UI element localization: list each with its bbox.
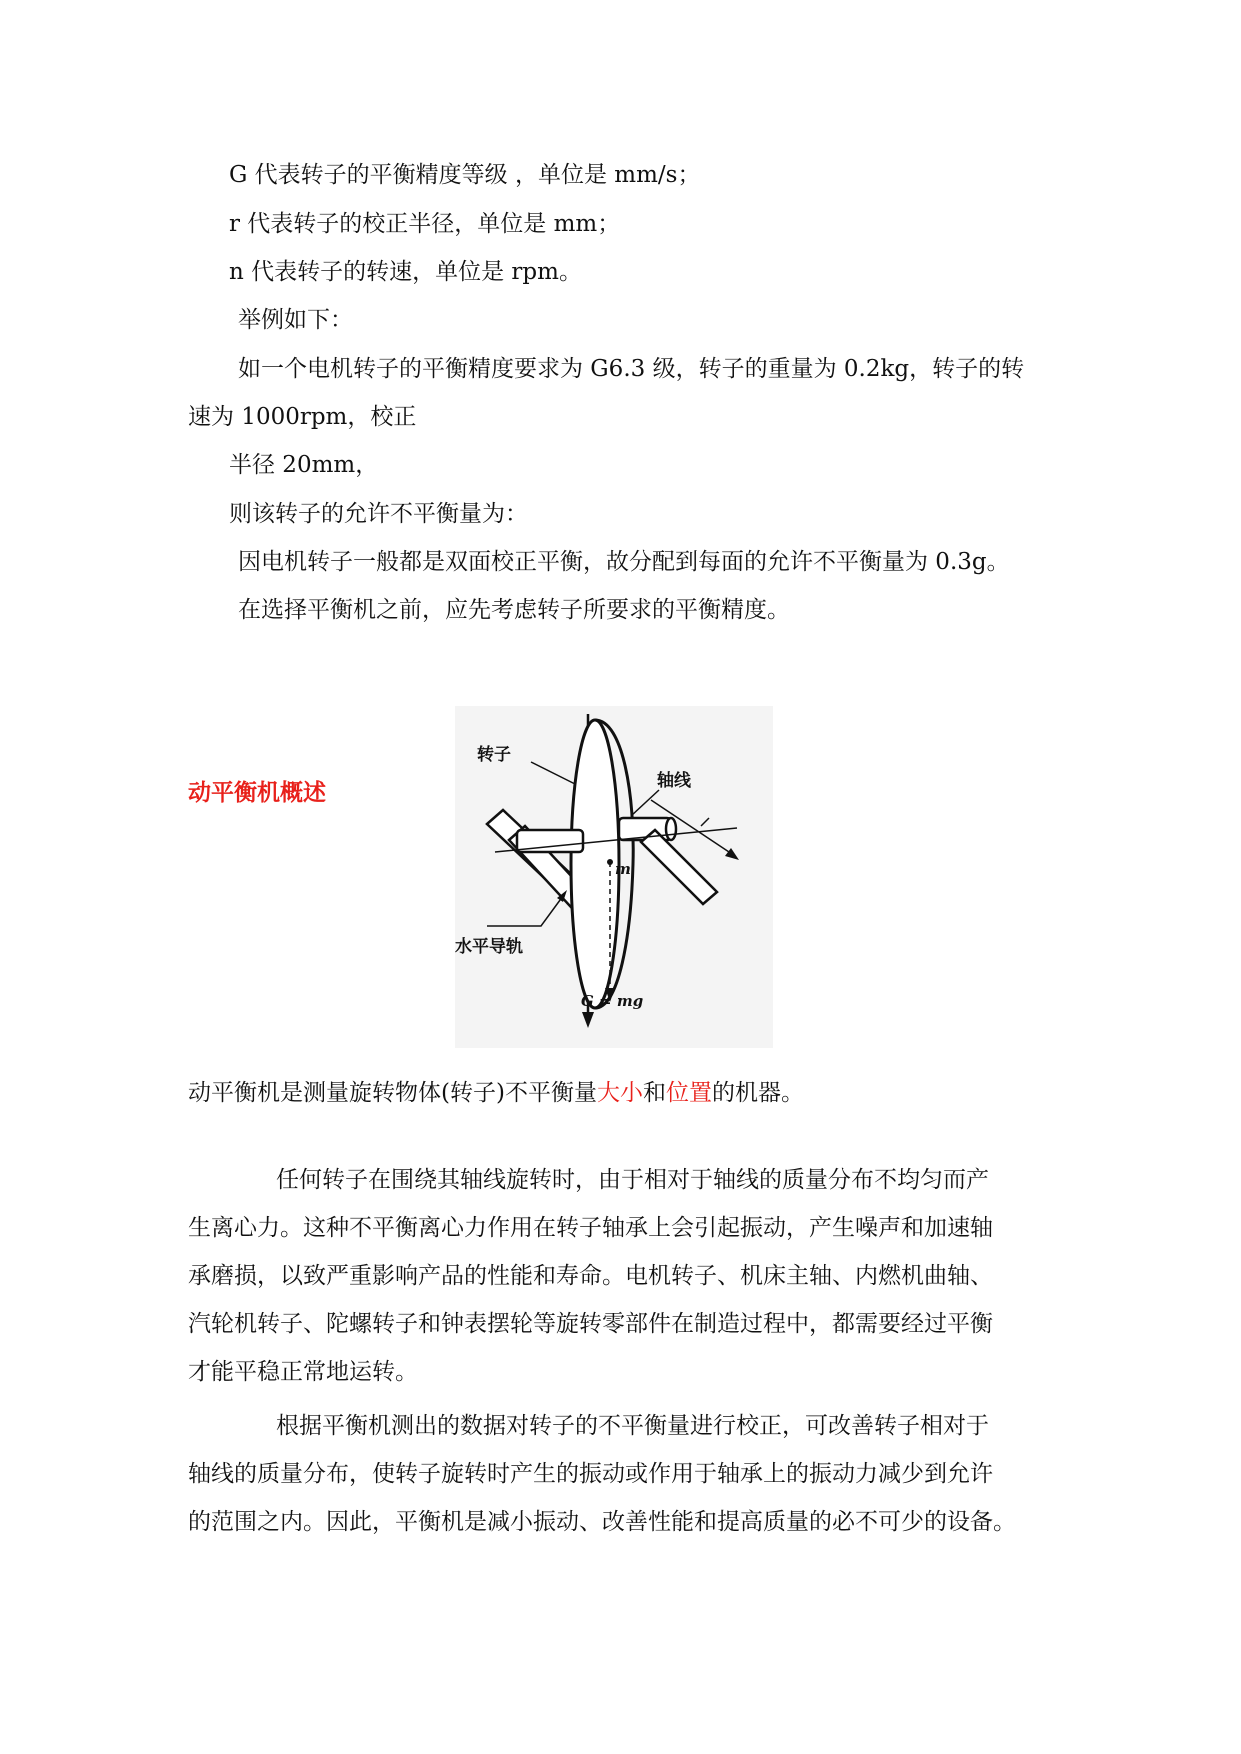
definition-part-3: 的机器。 <box>711 1080 804 1106</box>
rail-leader <box>487 896 563 926</box>
rotor-figure <box>455 706 773 1048</box>
paragraph2-line1: 根据平衡机测出的数据对转子的不平衡量进行校正，可改善转子相对于 <box>276 1413 989 1439</box>
vertical-axis-arrow <box>582 1012 594 1028</box>
definition-part-1: 动平衡机是测量旋转物体(转子)不平衡量 <box>188 1080 597 1106</box>
label-rotor: 转子 <box>477 745 511 765</box>
rail-right <box>641 830 717 904</box>
text-line-g-definition: G 代表转子的平衡精度等级 ，单位是 mm/s； <box>229 162 701 188</box>
rotor-diagram <box>455 706 773 1048</box>
text-line-allowed-unbalance: 则该转子的允许不平衡量为： <box>229 501 528 527</box>
definition-part-2: 和 <box>642 1080 666 1106</box>
paragraph1-line2: 生离心力。这种不平衡离心力作用在转子轴承上会引起振动，产生噪声和加速轴 <box>188 1215 993 1241</box>
paragraph1-line1: 任何转子在围绕其轴线旋转时，由于相对于轴线的质量分布不均匀而产 <box>276 1167 989 1193</box>
paragraph1-line4: 汽轮机转子、陀螺转子和钟表摆轮等旋转零部件在制造过程中，都需要经过平衡 <box>188 1311 993 1337</box>
axis-arrow-head <box>725 848 739 860</box>
definition-line <box>188 1078 804 1108</box>
paragraph1-line3: 承磨损，以致严重影响产品的性能和寿命。电机转子、机床主轴、内燃机曲轴、 <box>188 1263 993 1289</box>
text-line-example-2: 速为 1000rpm，校正 <box>188 404 417 430</box>
shaft-end <box>666 818 676 840</box>
label-gravity: G = mg <box>581 992 644 1010</box>
label-axis: 轴线 <box>657 771 691 791</box>
rotor-leader <box>531 762 575 784</box>
axis-tick <box>701 818 709 826</box>
label-mass: m <box>615 860 631 878</box>
label-rail: 水平导轨 <box>455 937 523 957</box>
text-line-r-definition: r 代表转子的校正半径，单位是 mm； <box>229 211 621 237</box>
text-line-select-machine: 在选择平衡机之前，应先考虑转子所要求的平衡精度。 <box>238 597 790 623</box>
text-line-example-intro: 举例如下： <box>238 307 353 333</box>
text-line-example-1: 如一个电机转子的平衡精度要求为 G6.3 级，转子的重量为 0.2kg，转子的转 <box>238 356 1025 382</box>
text-line-n-definition: n 代表转子的转速，单位是 rpm。 <box>229 259 582 285</box>
definition-highlight-position: 位置 <box>665 1080 712 1106</box>
text-line-example-3: 半径 20mm， <box>229 452 379 478</box>
definition-highlight-size: 大小 <box>596 1080 643 1106</box>
section-title: 动平衡机概述 <box>188 780 326 806</box>
paragraph2-line2: 轴线的质量分布，使转子旋转时产生的振动或作用于轴承上的振动力减少到允许 <box>188 1461 993 1487</box>
paragraph2-line3: 的范围之内。因此，平衡机是减小振动、改善性能和提高质量的必不可少的设备。 <box>188 1509 1016 1535</box>
paragraph1-line5: 才能平稳正常地运转。 <box>188 1359 418 1385</box>
text-line-two-plane: 因电机转子一般都是双面校正平衡，故分配到每面的允许不平衡量为 0.3g。 <box>238 549 1010 575</box>
